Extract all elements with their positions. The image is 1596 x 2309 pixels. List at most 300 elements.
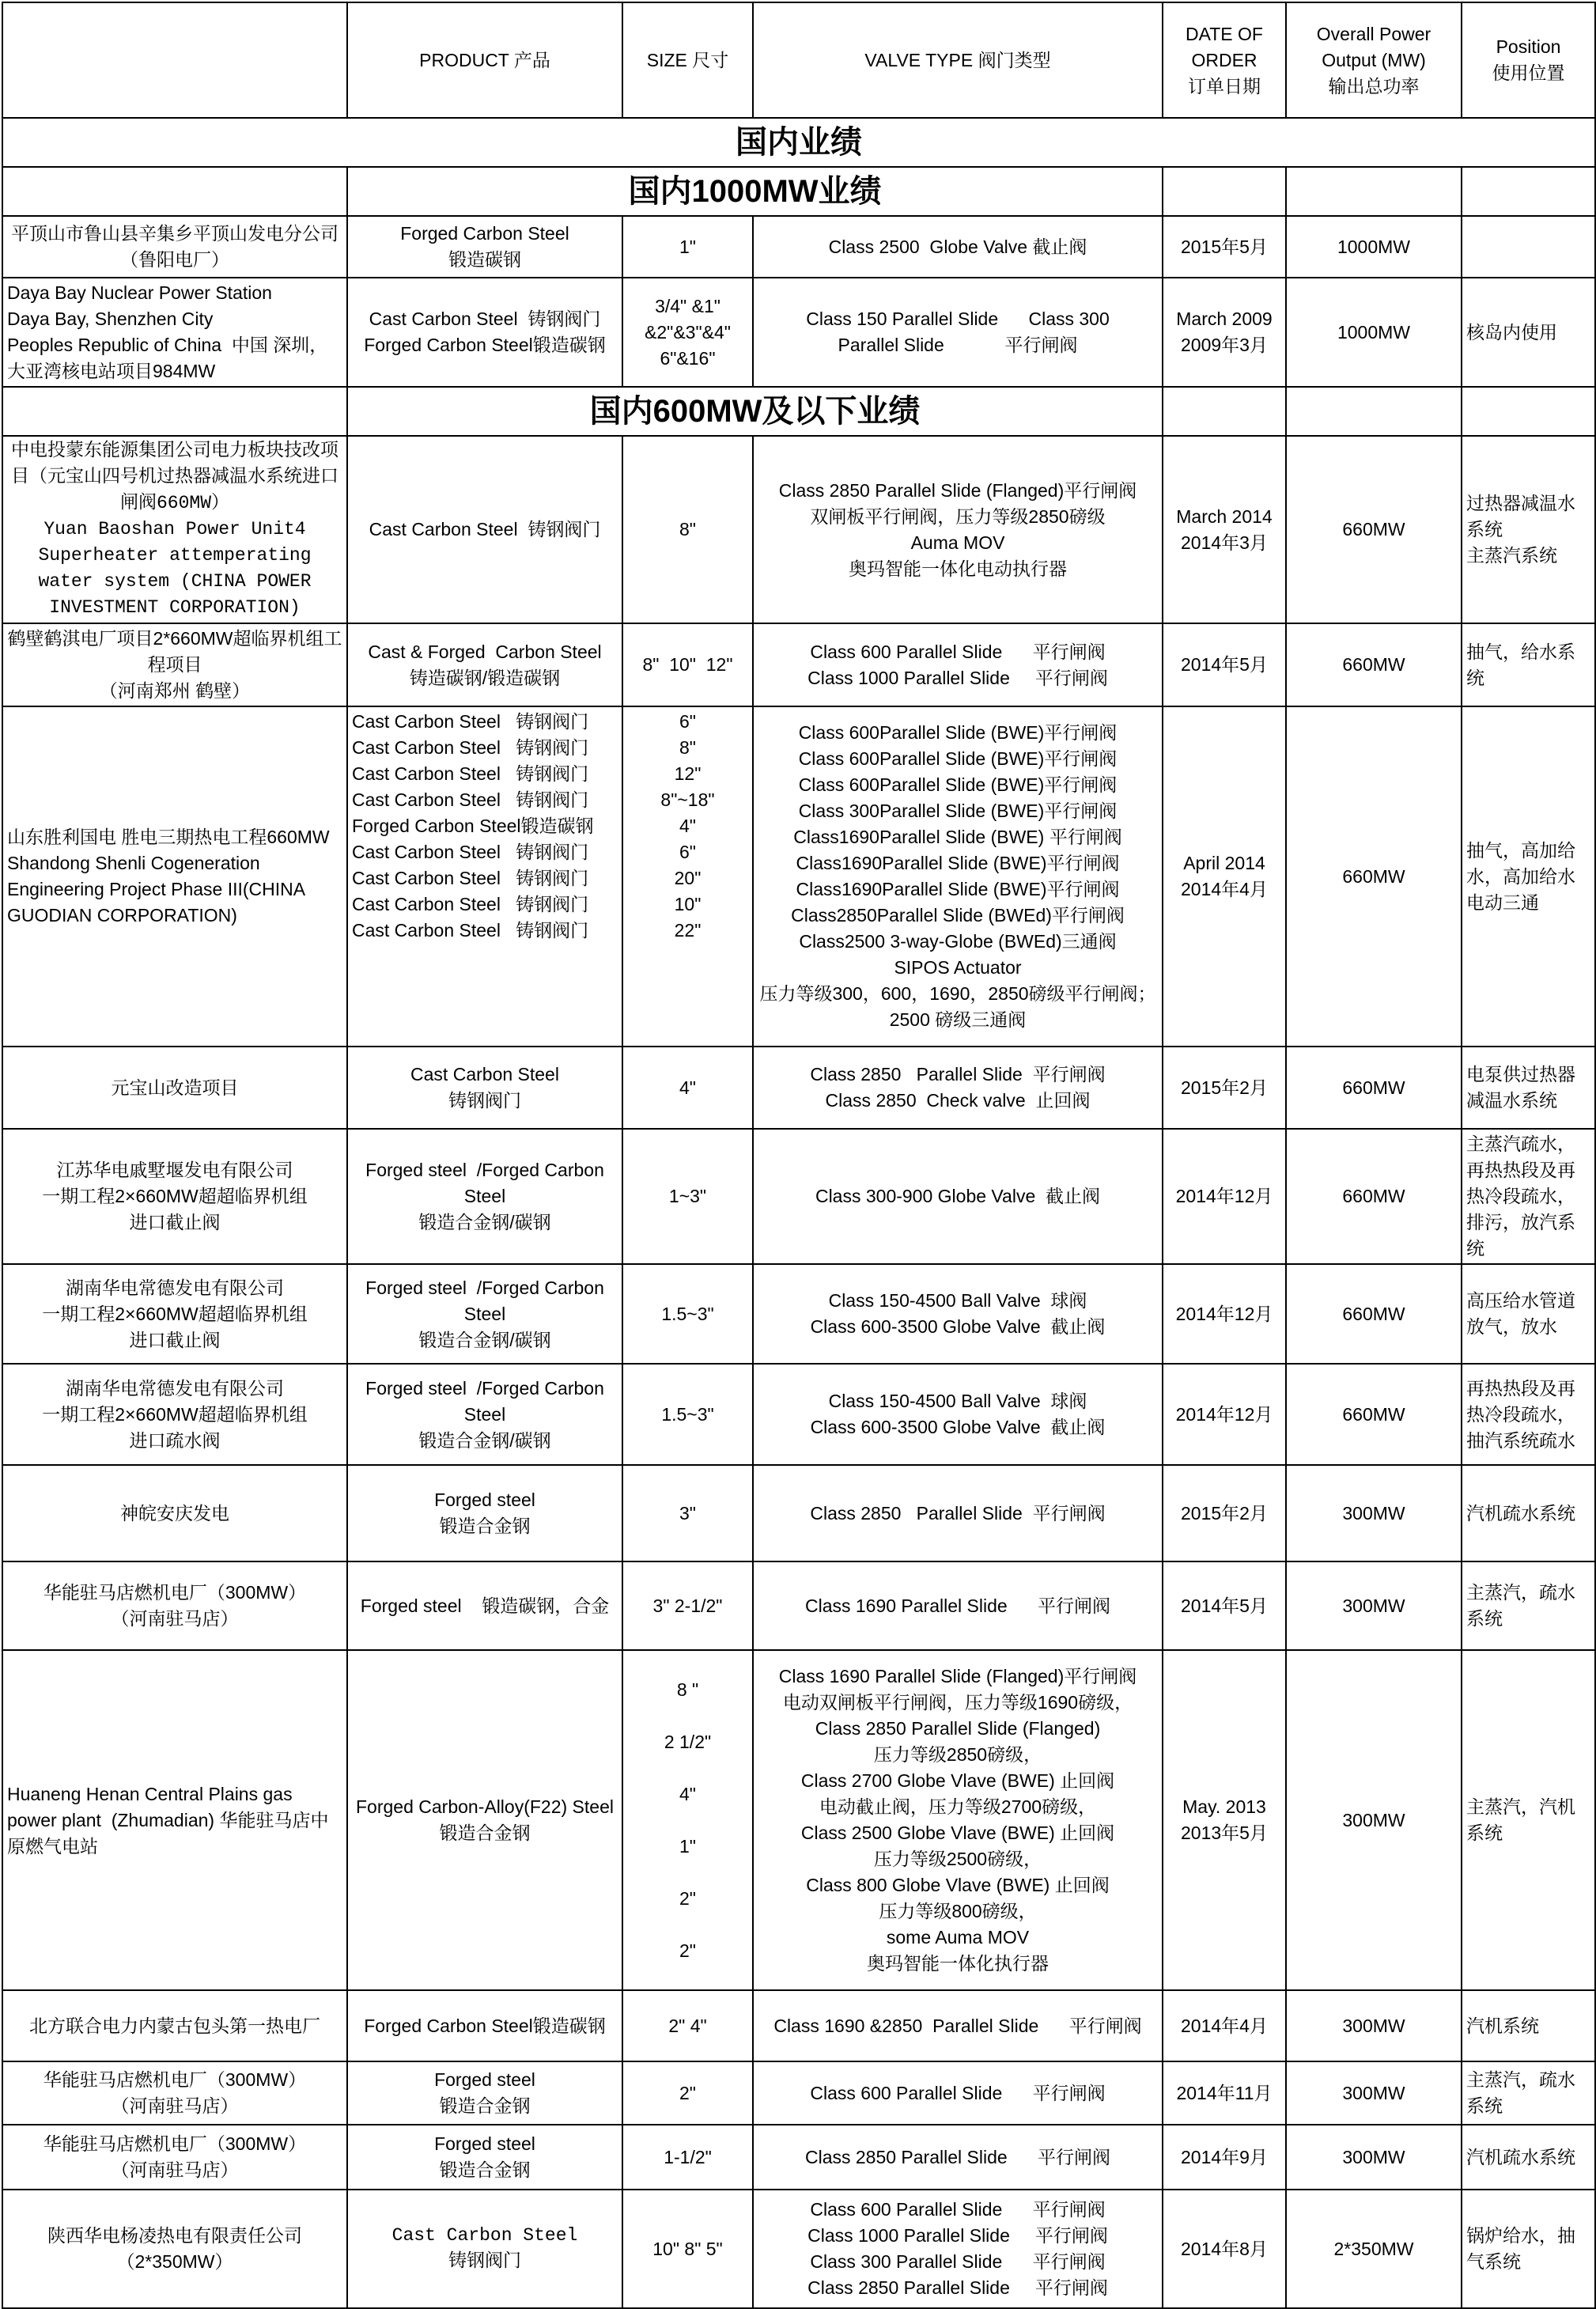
date-cell <box>1163 216 1286 278</box>
product-cell <box>347 2061 622 2125</box>
product-line: Forged Carbon Steel锻造碳钢 <box>364 2015 606 2036</box>
position-cell <box>1462 2061 1595 2125</box>
valve-type-cell <box>753 2061 1163 2125</box>
project-line: 一期工程2×660MW超超临界机组 <box>42 1186 308 1206</box>
size-cell <box>622 1129 753 1264</box>
section-600mw-row <box>2 387 1595 436</box>
valve-type-line: Class1690Parallel Slide (BWE) 平行闸阀 <box>793 827 1122 847</box>
size-line: 22" <box>674 920 702 941</box>
valve-type-line: Class 600 Parallel Slide 平行闸阀 <box>810 641 1106 662</box>
power-cell <box>1286 2125 1462 2190</box>
valve-type-line: Class 1690 Parallel Slide 平行闸阀 <box>804 1595 1111 1616</box>
valve-type-line: 双闸板平行闸阀，压力等级2850磅级 <box>810 505 1106 527</box>
size-line: 1" <box>679 1836 696 1857</box>
table-row <box>2 623 1595 706</box>
valve-type-line: Class 1690 Parallel Slide (Flanged)平行闸阀 <box>778 1666 1137 1686</box>
project-line: （河南驻马店） <box>111 2095 239 2116</box>
header-position-line: 使用位置 <box>1492 62 1565 83</box>
date-line: 2014年12月 <box>1175 1303 1273 1324</box>
product-line: Forged steel <box>434 2069 535 2090</box>
valve-type-line: Class 150 Parallel Slide Class 300 <box>806 308 1110 329</box>
product-line: Cast Carbon Steel 铸钢阀门 <box>369 519 601 539</box>
size-line: 3/4" &1" <box>655 295 720 316</box>
project-line: 北方联合电力内蒙古包头第一热电厂 <box>29 2015 320 2036</box>
date-cell <box>1163 2125 1286 2190</box>
date-cell <box>1163 1129 1286 1264</box>
project-line: 湖南华电常德发电有限公司 <box>66 1277 284 1298</box>
date-line: 2013年5月 <box>1181 1823 1268 1843</box>
power-cell <box>1286 2061 1462 2125</box>
table-row <box>2 2125 1595 2190</box>
section-row-domestic <box>2 118 1595 167</box>
project-line: Yuan Baoshan Power Unit4 Superheater attemperating water system (CHINA POWER INVESTMENT CORPORATION) <box>38 519 323 618</box>
product-cell <box>347 1264 622 1364</box>
size-cell <box>622 1364 753 1465</box>
project-cell <box>2 1264 347 1364</box>
position-cell <box>1462 2190 1595 2308</box>
product-line: 锻造合金钢/碳钢 <box>418 1429 551 1451</box>
header-power <box>1286 2 1462 118</box>
date-cell <box>1163 2061 1286 2125</box>
header-valve-type: VALVE TYPE 阀门类型 <box>753 2 1163 118</box>
valve-type-line: Class 600 Parallel Slide 平行闸阀 <box>810 2082 1106 2103</box>
project-line: Peoples Republic of China 中国 深圳，大亚湾核电站项目984MW <box>7 335 328 381</box>
position-cell <box>1462 1129 1595 1264</box>
valve-type-line: Class 600-3500 Globe Valve 截止阀 <box>810 1417 1106 1437</box>
size-line: 8" <box>679 519 696 539</box>
project-cell <box>2 2061 347 2125</box>
project-line: （河南郑州 鹤壁） <box>99 680 251 701</box>
product-cell <box>347 1129 622 1264</box>
power-line: 660MW <box>1342 1077 1405 1098</box>
product-line: Cast Carbon Steel 铸钢阀门 <box>352 789 589 810</box>
product-line: Cast Carbon Steel 铸钢阀门 <box>352 920 589 941</box>
size-line: 1.5~3" <box>661 1403 714 1425</box>
product-line: Cast Carbon Steel 铸钢阀门 <box>352 763 589 784</box>
valve-type-line: Class 300-900 Globe Valve 截止阀 <box>815 1186 1101 1206</box>
size-line: 1~3" <box>668 1186 707 1206</box>
valve-type-line: Class 600Parallel Slide (BWE)平行闸阀 <box>798 748 1118 769</box>
date-line: 2014年12月 <box>1175 1186 1273 1206</box>
product-cell <box>347 1650 622 1990</box>
position-line: 主蒸汽疏水，再热热段及再热冷段疏水，排污，放汽系统 <box>1466 1134 1575 1259</box>
header-project-cell <box>2 2 347 118</box>
position-cell <box>1462 1465 1595 1561</box>
valve-type-cell <box>753 1650 1163 1990</box>
table-row <box>2 1561 1595 1650</box>
product-line: 铸造碳钢/锻造碳钢 <box>409 667 561 688</box>
date-cell <box>1163 1650 1286 1990</box>
project-line: 进口疏水阀 <box>129 1429 221 1451</box>
section-600mw-title: 国内600MW及以下业绩 <box>347 387 1163 436</box>
valve-type-cell <box>753 436 1163 623</box>
size-line: 2" <box>679 1888 696 1909</box>
product-line: 锻造合金钢 <box>439 1516 531 1536</box>
valve-type-line: Class 600Parallel Slide (BWE)平行闸阀 <box>798 722 1118 743</box>
date-cell <box>1163 278 1286 387</box>
date-cell <box>1163 1990 1286 2061</box>
valve-type-line: Class 600 Parallel Slide 平行闸阀 <box>810 2199 1106 2220</box>
valve-type-line: Class 2850 Parallel Slide (Flanged) <box>815 1718 1101 1739</box>
section-title-1000mw: 国内1000MW业绩 <box>347 167 1163 216</box>
valve-type-line: Class 1690 &2850 Parallel Slide 平行闸阀 <box>773 2015 1142 2036</box>
table-row <box>2 1129 1595 1264</box>
valve-type-line: Class2850Parallel Slide (BWEd)平行闸阀 <box>791 905 1125 925</box>
valve-type-line: 压力等级2500磅级， <box>873 1849 1042 1869</box>
size-line: 1-1/2" <box>664 2146 712 2167</box>
header-power-line: Output (MW) <box>1322 49 1426 70</box>
valve-type-line: 电动截止阀，压力等级2700磅级， <box>819 1796 1097 1817</box>
date-cell <box>1163 623 1286 706</box>
valve-type-line: Class 800 Globe Vlave (BWE) 止回阀 <box>806 1875 1110 1895</box>
project-line: 陕西华电杨凌热电有限责任公司 <box>47 2225 302 2246</box>
product-line: 锻造合金钢 <box>439 2159 531 2180</box>
power-line: 300MW <box>1342 1809 1405 1830</box>
valve-type-line: Parallel Slide 平行闸阀 <box>838 335 1078 355</box>
project-line: 江苏华电戚墅堰发电有限公司 <box>56 1160 293 1180</box>
product-cell <box>347 1990 622 2061</box>
power-cell <box>1286 1364 1462 1465</box>
size-line: &2"&3"&4" <box>645 321 731 343</box>
position-cell <box>1462 623 1595 706</box>
size-line: 2" <box>679 1940 696 1961</box>
valve-type-line: 电动双闸板平行闸阀，压力等级1690磅级， <box>782 1692 1133 1713</box>
power-cell <box>1286 1465 1462 1561</box>
position-line: 主蒸汽，疏水系统 <box>1466 2069 1575 2116</box>
valve-type-cell <box>753 1465 1163 1561</box>
table-row <box>2 216 1595 278</box>
table-row <box>2 1264 1595 1364</box>
product-line: Forged Carbon Steel <box>400 223 569 244</box>
valve-type-line: Class 300Parallel Slide (BWE)平行闸阀 <box>798 801 1118 821</box>
size-line: 12" <box>674 763 702 784</box>
position-line: 电泵供过热器减温水系统 <box>1466 1064 1575 1111</box>
position-line: 锅炉给水，抽气系统 <box>1466 2225 1575 2272</box>
size-cell <box>622 216 753 278</box>
date-line: 2014年4月 <box>1181 2015 1268 2036</box>
project-cell <box>2 1990 347 2061</box>
size-line: 4" <box>679 1077 696 1098</box>
product-line: Forged steel <box>434 2133 535 2154</box>
project-line: 神皖安庆发电 <box>120 1502 229 1524</box>
valve-type-cell <box>753 1561 1163 1650</box>
size-line: 8" 10" 12" <box>642 654 733 675</box>
valve-type-line: Class 150-4500 Ball Valve 球阀 <box>828 1391 1087 1411</box>
product-cell <box>347 2190 622 2308</box>
date-line: 2014年9月 <box>1181 2146 1268 2167</box>
power-cell <box>1286 216 1462 278</box>
valve-type-line: Class 2500 Globe Valve 截止阀 <box>828 236 1087 257</box>
section-row-1000mw <box>2 167 1595 216</box>
product-line: Forged steel /Forged Carbon Steel <box>365 1277 610 1324</box>
project-line: 一期工程2×660MW超超临界机组 <box>42 1303 308 1324</box>
size-cell <box>622 623 753 706</box>
header-position-line: Position <box>1496 36 1561 57</box>
product-cell <box>347 1465 622 1561</box>
project-cell <box>2 436 347 623</box>
position-cell <box>1462 706 1595 1047</box>
date-line: 2014年3月 <box>1181 532 1268 553</box>
header-date-line: 订单日期 <box>1188 75 1261 97</box>
project-cell <box>2 1650 347 1990</box>
table-row <box>2 1465 1595 1561</box>
power-line: 660MW <box>1342 1186 1405 1206</box>
section-title-domestic: 国内业绩 <box>2 118 1595 167</box>
section-blank-cell <box>1286 167 1462 216</box>
valve-type-line: Class 1000 Parallel Slide 平行闸阀 <box>807 2225 1108 2246</box>
size-line: 4" <box>679 816 696 836</box>
power-cell <box>1286 1561 1462 1650</box>
power-line: 300MW <box>1342 1595 1405 1616</box>
project-line: 进口截止阀 <box>129 1212 221 1232</box>
date-line: March 2014 <box>1176 505 1273 527</box>
valve-type-cell <box>753 623 1163 706</box>
header-size: SIZE 尺寸 <box>622 2 753 118</box>
product-line: Cast Carbon Steel 铸钢阀门 <box>352 894 589 914</box>
valve-type-line: 2500 磅级三通阀 <box>889 1009 1027 1030</box>
date-cell <box>1163 706 1286 1047</box>
header-date-line: ORDER <box>1191 49 1258 70</box>
product-line: 锻造合金钢/碳钢 <box>418 1212 551 1232</box>
product-line: Forged steel /Forged Carbon Steel <box>365 1160 610 1206</box>
size-cell <box>622 2061 753 2125</box>
product-line: 锻造合金钢/碳钢 <box>418 1329 551 1350</box>
power-line: 300MW <box>1342 2015 1405 2036</box>
date-cell <box>1163 436 1286 623</box>
valve-type-line: Class 1000 Parallel Slide 平行闸阀 <box>807 667 1108 688</box>
power-line: 2*350MW <box>1333 2238 1414 2259</box>
product-line: Forged steel /Forged Carbon Steel <box>365 1377 610 1425</box>
date-line: 2009年3月 <box>1181 335 1268 355</box>
size-cell <box>622 1047 753 1129</box>
product-cell <box>347 278 622 387</box>
project-cell <box>2 216 347 278</box>
product-line: Cast Carbon Steel 铸钢阀门 <box>352 842 589 862</box>
project-line: 华能驻马店燃机电厂（300MW） <box>43 1582 307 1603</box>
power-line: 660MW <box>1342 519 1405 539</box>
project-line: Shandong Shenli Cogeneration Engineering Project Phase III(CHINA GUODIAN CORPORATION) <box>7 853 310 925</box>
section-blank-cell <box>1462 167 1595 216</box>
size-line: 2" <box>679 2082 696 2103</box>
position-cell <box>1462 2125 1595 2190</box>
size-cell <box>622 2125 753 2190</box>
table-row <box>2 1364 1595 1465</box>
power-line: 1000MW <box>1337 236 1411 257</box>
date-cell <box>1163 2190 1286 2308</box>
table-row <box>2 2061 1595 2125</box>
table-row <box>2 1650 1595 1990</box>
date-line: 2015年5月 <box>1181 236 1268 257</box>
project-cell <box>2 1047 347 1129</box>
valve-type-line: SIPOS Actuator <box>894 957 1022 978</box>
product-line: Cast & Forged Carbon Steel <box>368 641 602 662</box>
valve-type-line: Class1690Parallel Slide (BWE)平行闸阀 <box>796 879 1120 899</box>
product-cell <box>347 706 622 1047</box>
product-line: Forged steel <box>434 1489 535 1510</box>
power-cell <box>1286 2190 1462 2308</box>
position-line: 主蒸汽，汽机系统 <box>1466 1796 1575 1843</box>
project-line: Daya Bay, Shenzhen City <box>7 308 214 329</box>
valve-type-line: Class 2850 Parallel Slide 平行闸阀 <box>810 1502 1106 1524</box>
position-cell <box>1462 1264 1595 1364</box>
product-line: Cast Carbon Steel <box>391 2225 578 2246</box>
product-cell <box>347 436 622 623</box>
position-cell <box>1462 1561 1595 1650</box>
header-position <box>1462 2 1595 118</box>
section-blank-cell <box>1163 387 1286 436</box>
power-line: 660MW <box>1342 654 1405 675</box>
header-row <box>2 2 1595 118</box>
date-line: 2014年5月 <box>1181 1595 1268 1616</box>
power-cell <box>1286 278 1462 387</box>
valve-type-cell <box>753 706 1163 1047</box>
position-line: 高压给水管道放气，放水 <box>1466 1290 1575 1337</box>
header-power-line: Overall Power <box>1316 23 1431 44</box>
project-cell <box>2 623 347 706</box>
project-cell <box>2 706 347 1047</box>
size-line: 3" <box>679 1502 696 1524</box>
position-line: 汽机疏水系统 <box>1466 2146 1575 2167</box>
date-cell <box>1163 1561 1286 1650</box>
project-line: 元宝山改造项目 <box>111 1077 239 1098</box>
project-line: （河南驻马店） <box>111 1608 239 1629</box>
power-cell <box>1286 1047 1462 1129</box>
position-cell <box>1462 216 1595 278</box>
product-line: Forged Carbon Steel锻造碳钢 <box>364 335 606 355</box>
size-line: 1.5~3" <box>661 1303 714 1324</box>
valve-type-line: some Auma MOV <box>886 1927 1030 1948</box>
size-line: 3" 2-1/2" <box>652 1595 723 1616</box>
project-line: Huaneng Henan Central Plains gas power plant (Zhumadian) 华能驻马店中原燃气电站 <box>7 1783 329 1857</box>
position-cell <box>1462 1364 1595 1465</box>
date-cell <box>1163 1047 1286 1129</box>
table-row <box>2 436 1595 623</box>
project-line: 平顶山市鲁山县辛集乡平顶山发电分公司（鲁阳电厂） <box>11 223 338 270</box>
product-line: 铸钢阀门 <box>448 1090 521 1111</box>
power-cell <box>1286 706 1462 1047</box>
product-cell <box>347 216 622 278</box>
valve-type-line: Class 2850 Parallel Slide 平行闸阀 <box>804 2146 1111 2167</box>
size-line: 2 1/2" <box>664 1732 712 1752</box>
size-cell <box>622 278 753 387</box>
valve-type-line: Class 2850 Check valve 止回阀 <box>825 1090 1091 1111</box>
product-cell <box>347 1561 622 1650</box>
size-line: 10" 8" 5" <box>652 2238 723 2259</box>
product-line: 锻造合金钢 <box>439 2095 531 2116</box>
valve-type-cell <box>753 2125 1163 2190</box>
position-line: 抽气，给水系统 <box>1466 641 1575 688</box>
table-row <box>2 1990 1595 2061</box>
valve-type-line: 压力等级800磅级， <box>879 1901 1037 1921</box>
performance-table <box>2 2 1596 2309</box>
valve-type-line: Class 2850 Parallel Slide 平行闸阀 <box>810 1064 1106 1084</box>
power-cell <box>1286 1129 1462 1264</box>
date-line: 2014年4月 <box>1181 879 1268 899</box>
project-cell <box>2 1129 347 1264</box>
product-line: Cast Carbon Steel 铸钢阀门 <box>352 737 589 758</box>
size-line: 20" <box>674 868 702 888</box>
project-line: 进口截止阀 <box>129 1329 221 1350</box>
product-line: 铸钢阀门 <box>448 2251 521 2272</box>
position-line: 再热热段及再热冷段疏水，抽汽系统疏水 <box>1466 1377 1575 1451</box>
power-cell <box>1286 1990 1462 2061</box>
product-cell <box>347 2125 622 2190</box>
size-line: 4" <box>679 1784 696 1804</box>
project-cell <box>2 2190 347 2308</box>
power-line: 660MW <box>1342 1403 1405 1425</box>
valve-type-cell <box>753 216 1163 278</box>
position-line: 汽机系统 <box>1466 2015 1539 2036</box>
section-blank-cell <box>1163 167 1286 216</box>
date-line: April 2014 <box>1183 853 1265 873</box>
section-blank-cell <box>1462 387 1595 436</box>
project-line: 中电投蒙东能源集团公司电力板块技改项目（元宝山四号机过热器减温水系统进口闸阀660MW） <box>11 441 338 513</box>
table-row <box>2 1047 1595 1129</box>
valve-type-cell <box>753 1990 1163 2061</box>
position-line: 抽气，高加给水，高加给水电动三通 <box>1466 839 1575 913</box>
date-cell <box>1163 1264 1286 1364</box>
size-line: 8"~18" <box>660 789 715 810</box>
project-cell <box>2 1465 347 1561</box>
header-power-line: 输出总功率 <box>1328 75 1420 97</box>
date-line: 2014年5月 <box>1181 654 1268 675</box>
project-line: 山东胜利国电 胜电三期热电工程660MW <box>7 827 330 847</box>
project-line: （2*350MW） <box>116 2251 233 2272</box>
valve-type-cell <box>753 1364 1163 1465</box>
valve-type-line: Class 300 Parallel Slide 平行闸阀 <box>810 2251 1106 2272</box>
position-cell <box>1462 436 1595 623</box>
power-cell <box>1286 436 1462 623</box>
project-cell <box>2 1364 347 1465</box>
valve-type-line: Class 2850 Parallel Slide (Flanged)平行闸阀 <box>778 479 1137 501</box>
project-line: 华能驻马店燃机电厂（300MW） <box>43 2069 307 2090</box>
section-blank-cell <box>2 387 347 436</box>
date-cell <box>1163 1465 1286 1561</box>
valve-type-line: 压力等级2850磅级， <box>873 1744 1042 1765</box>
valve-type-line: Auma MOV <box>910 532 1005 553</box>
valve-type-cell <box>753 1264 1163 1364</box>
project-line: 湖南华电常德发电有限公司 <box>66 1377 284 1399</box>
product-cell <box>347 623 622 706</box>
position-line: 过热器减温水系统 <box>1466 493 1575 539</box>
project-line: Daya Bay Nuclear Power Station <box>7 282 272 303</box>
size-line: 6" <box>679 842 696 862</box>
project-line: （河南驻马店） <box>111 2159 239 2180</box>
date-line: 2014年8月 <box>1181 2238 1268 2259</box>
product-line: Cast Carbon Steel 铸钢阀门 <box>352 711 589 732</box>
project-line: 鹤壁鹤淇电厂项目2*660MW超临界机组工程项目 <box>7 628 342 675</box>
project-cell <box>2 278 347 387</box>
size-line: 10" <box>674 894 702 914</box>
position-line: 核岛内使用 <box>1466 321 1557 343</box>
position-cell <box>1462 1990 1595 2061</box>
date-line: March 2009 <box>1176 308 1273 329</box>
power-line: 300MW <box>1342 2082 1405 2103</box>
power-cell <box>1286 623 1462 706</box>
size-cell <box>622 2190 753 2308</box>
product-cell <box>347 1364 622 1465</box>
valve-type-line: Class 600Parallel Slide (BWE)平行闸阀 <box>798 774 1118 795</box>
product-cell <box>347 1047 622 1129</box>
valve-type-line: 奥玛智能一体化执行器 <box>867 1953 1049 1974</box>
project-line: 一期工程2×660MW超超临界机组 <box>42 1403 308 1425</box>
position-cell <box>1462 1650 1595 1990</box>
power-line: 660MW <box>1342 1303 1405 1324</box>
power-line: 300MW <box>1342 1502 1405 1524</box>
valve-type-line: Class 600-3500 Globe Valve 截止阀 <box>810 1316 1106 1337</box>
table-row <box>2 2190 1595 2308</box>
project-line: 华能驻马店燃机电厂（300MW） <box>43 2133 307 2154</box>
